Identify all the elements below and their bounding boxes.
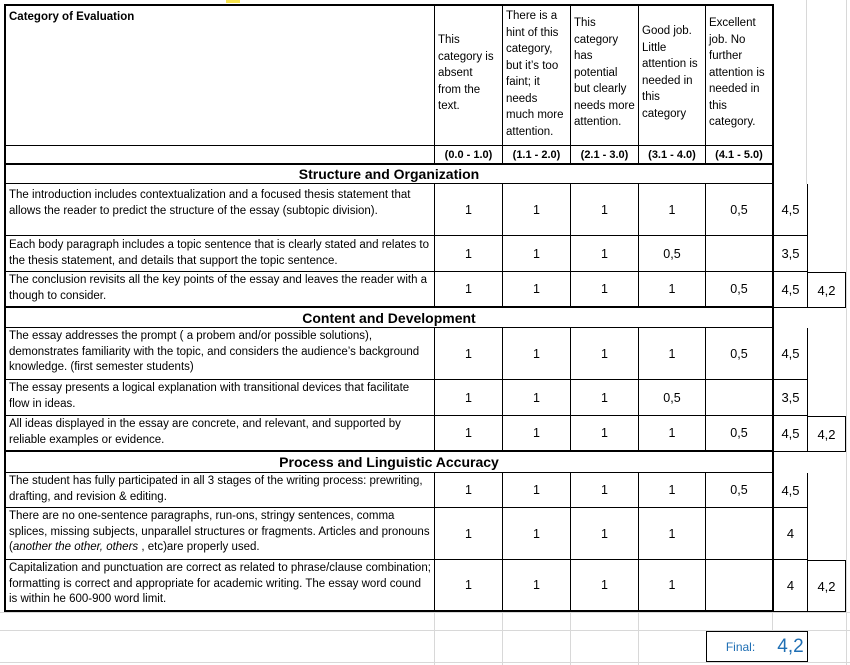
score-cell: 1: [503, 473, 571, 508]
criterion-description: Capitalization and punctuation are correct as related to phrase/clause combination; formatting is correct and appropriate for academic writing. The essay word cound is within he 600-900 word limit.: [4, 560, 435, 612]
score-cell: 1: [435, 328, 503, 380]
criterion-description: [4, 508, 435, 560]
row-total: 4,5: [774, 328, 808, 380]
gridline: [0, 662, 850, 663]
range-3: (2.1 - 3.0): [571, 145, 639, 163]
score-cell: 1: [639, 560, 706, 612]
score-cell: 0,5: [706, 416, 774, 452]
criterion-description: The essay presents a logical explanation with transitional devices that facilitate flow in ideas.: [4, 380, 435, 416]
score-cell: 1: [571, 508, 639, 560]
score-cell: [706, 380, 774, 416]
score-cell: 0,5: [706, 184, 774, 236]
range-5: (4.1 - 5.0): [706, 145, 774, 163]
gridline: [772, 612, 773, 630]
score-cell: 1: [503, 416, 571, 452]
criterion-description: The conclusion revisits all the key points of the essay and leaves the reader with a though to consider.: [4, 272, 435, 308]
score-cell: 1: [435, 416, 503, 452]
score-cell: 1: [571, 184, 639, 236]
row-total: 4: [774, 508, 808, 560]
score-cell: 1: [571, 328, 639, 380]
column-4-description: Good job. Little attention is needed in this category: [639, 4, 706, 145]
final-grade: 4,2: [774, 631, 808, 662]
score-cell: 1: [435, 560, 503, 612]
score-cell: 1: [639, 416, 706, 452]
score-cell: 1: [503, 236, 571, 272]
score-cell: 1: [571, 236, 639, 272]
range-1: (0.0 - 1.0): [435, 145, 503, 163]
score-cell: [706, 508, 774, 560]
score-cell: 1: [639, 272, 706, 308]
row-total: 4: [774, 560, 808, 612]
row-total: 4,5: [774, 272, 808, 308]
gridline: [638, 612, 639, 665]
final-label: Final:: [706, 631, 774, 662]
score-cell: 1: [435, 380, 503, 416]
score-cell: 0,5: [706, 328, 774, 380]
section-title: Structure and Organization: [4, 163, 774, 184]
score-cell: 1: [435, 236, 503, 272]
score-cell: 1: [503, 560, 571, 612]
score-cell: 1: [571, 272, 639, 308]
criterion-description: The essay addresses the prompt ( a probem and/or possible solutions), demonstrates familiarity with the topic, and considers the audience’s background knowledge. (first semester students): [4, 328, 435, 380]
score-cell: 1: [435, 272, 503, 308]
row-total: 4,5: [774, 184, 808, 236]
score-cell: 1: [435, 508, 503, 560]
row-total: 4,5: [774, 416, 808, 452]
score-cell: 1: [639, 473, 706, 508]
section-average: 4,2: [808, 560, 846, 612]
score-cell: 1: [639, 328, 706, 380]
score-cell: 1: [503, 508, 571, 560]
score-cell: 0,5: [639, 380, 706, 416]
score-cell: 1: [571, 560, 639, 612]
gridline: [806, 0, 807, 184]
section-title: Content and Development: [4, 308, 774, 328]
column-2-description: There is a hint of this category, but it’s too faint; it needs much more attention.: [503, 4, 571, 145]
column-3-description: This category has potential but clearly needs more attention.: [571, 4, 639, 145]
range-4: (3.1 - 4.0): [639, 145, 706, 163]
score-cell: 0,5: [706, 473, 774, 508]
criterion-description: All ideas displayed in the essay are concrete, and relevant, and supported by reliable examples or evidence.: [4, 416, 435, 452]
section-average: 4,2: [808, 416, 846, 452]
score-cell: 1: [435, 184, 503, 236]
score-cell: 0,5: [706, 272, 774, 308]
gridline: [570, 612, 571, 665]
score-cell: 1: [503, 328, 571, 380]
score-cell: [706, 560, 774, 612]
score-cell: 1: [435, 473, 503, 508]
score-cell: 1: [571, 380, 639, 416]
score-cell: 1: [503, 184, 571, 236]
gridline: [502, 612, 503, 665]
criterion-description: The student has fully participated in all 3 stages of the writing process: prewriting, drafting, and revision & editing.: [4, 473, 435, 508]
column-1-description: This category is absent from the text.: [435, 4, 503, 145]
section-average: 4,2: [808, 272, 846, 308]
criterion-italic-text: another the other, others: [12, 541, 139, 553]
criterion-description: The introduction includes contextualization and a focused thesis statement that allows the reader to predict the structure of the essay (subtopic division).: [4, 184, 435, 236]
section-title: Process and Linguistic Accuracy: [4, 452, 774, 473]
gridline: [846, 0, 847, 665]
criterion-text: There are no one-sentence paragraphs, run-ons, stringy sentences, comma splices, missing subjects, unparallel structures or fragments. Articles and pronouns (: [9, 510, 430, 553]
range-2: (1.1 - 2.0): [503, 145, 571, 163]
row-total: 3,5: [774, 380, 808, 416]
column-5-description: Excellent job. No further attention is needed in this category.: [706, 4, 774, 145]
gridline: [0, 612, 850, 613]
category-of-evaluation-header: Category of Evaluation: [4, 4, 435, 145]
score-cell: 1: [639, 184, 706, 236]
row-total: 4,5: [774, 473, 808, 508]
score-cell: 0,5: [639, 236, 706, 272]
gridline: [434, 612, 435, 665]
score-cell: 1: [571, 416, 639, 452]
criterion-description: Each body paragraph includes a topic sentence that is clearly stated and relates to the thesis statement, and details that support the topic sentence.: [4, 236, 435, 272]
score-cell: [706, 236, 774, 272]
ranges-spacer: [4, 145, 435, 163]
cell-highlight-marker: [226, 0, 240, 3]
score-cell: 1: [503, 272, 571, 308]
criterion-text: , etc)are properly used.: [138, 541, 260, 553]
row-total: 3,5: [774, 236, 808, 272]
score-cell: 1: [639, 508, 706, 560]
score-cell: 1: [503, 380, 571, 416]
score-cell: 1: [571, 473, 639, 508]
